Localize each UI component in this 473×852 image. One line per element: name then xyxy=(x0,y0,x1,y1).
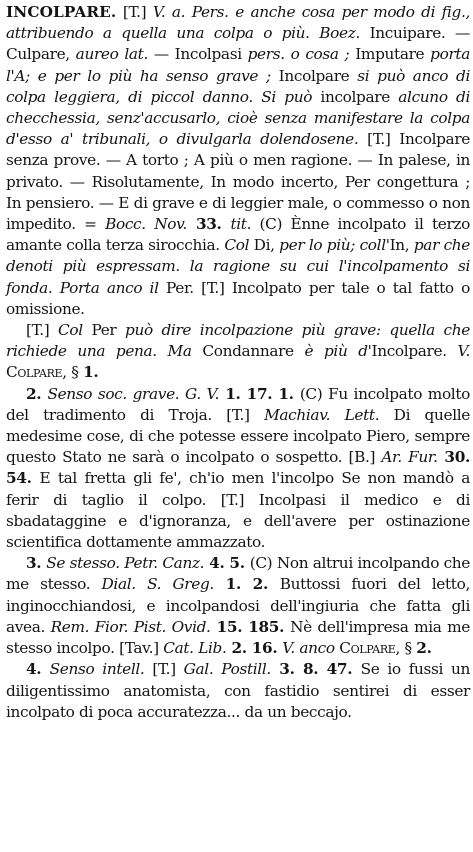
text-run: [T.] xyxy=(116,3,153,21)
text-run: alcuno di checchessia, senz'accusarlo, cioè senza manifestare la colpa d'esso a' tribunali, o divulgarla dolendosene. xyxy=(6,87,470,149)
text-run: Gal. Postill. xyxy=(183,660,271,679)
text-run: Per xyxy=(82,321,126,340)
text-run: In, xyxy=(389,236,414,255)
text-run: Se io fussi un diligentissimo anatomista, con fastidio sentirei di esser incolpato di poca accuratezza... da un beccajo. xyxy=(6,660,470,721)
text-run: Imputare xyxy=(349,45,431,64)
text-run: (C) Ènne incolpato il terzo amante colla terza sirocchia. xyxy=(6,215,471,255)
text-run: Incolpare. xyxy=(371,342,458,361)
text-run: [T.] xyxy=(26,321,59,340)
text-run: per lo più; coll' xyxy=(279,236,390,255)
text-run: (C) Non altrui incolpando che me stesso. xyxy=(6,554,471,594)
text-run: E tal fretta gli fe', ch'io men l'incolpo Se non mandò a ferir di taglio il colpo. [T.] Incolpasi il medico e di sbadataggine e d'ignoranza, e dell'avere per ostinazione scientifica dottamente ammazzato. xyxy=(6,469,470,552)
text-run: Col xyxy=(224,236,250,255)
text-run: [T.] Incolpare senza prove. — A torto ; A più o men ragione. — In palese, in privato. — Risolutamente, In modo incerto, Per congettura ; In pensiero. — E di grave e di leggier male, o commesso o non impedito. = xyxy=(6,130,470,234)
text-run: Rem. Fior. Pist. Ovid. xyxy=(50,617,211,636)
text-run: 2. xyxy=(416,639,432,658)
text-run: Nè dell'impresa mia me stesso incolpo. [Tav.] xyxy=(6,617,470,658)
text-run: 33. xyxy=(187,215,231,234)
text-run: V. a. Pers. e anche cosa per modo di fig., attribuendo a quella una colpa o più. Boez. xyxy=(6,3,470,43)
text-run: Se stesso. Petr. Canz. xyxy=(46,554,205,573)
text-run: V. anco xyxy=(282,639,335,658)
text-run: Bocc. Nov. xyxy=(105,215,188,234)
text-run: Col xyxy=(58,321,83,340)
text-run: tit. xyxy=(230,215,252,234)
text-run: Senso soc. grave. G. V. xyxy=(47,384,220,403)
text-run: Buttossi fuori del letto, inginocchiandosi, e incolpandosi dell'ingiuria che fatta gli avea. xyxy=(6,575,470,636)
entry-main-definition xyxy=(6,2,470,320)
text-run: — Incolpasi xyxy=(147,45,248,64)
text-run: Di quelle medesime cose, di che potesse essere incolpato Piero, sempre questo Stato ne sarà o incolpato o sospetto. [B.] xyxy=(6,405,470,467)
text-run: par che denoti più espressam. la ragione su cui l'incolpamento si fonda. Porta anco il xyxy=(6,236,470,297)
text-run: aureo lat. xyxy=(75,45,148,64)
text-run: porta l'A; e per lo più ha senso grave ; xyxy=(6,45,470,85)
entry-sense-3 xyxy=(6,553,470,659)
text-run: 3. xyxy=(26,554,47,573)
text-run: Machiav. Lett. xyxy=(264,405,380,424)
text-run: Senso intell. xyxy=(49,660,145,679)
entry-sense-4 xyxy=(6,659,470,723)
text-run: 4. xyxy=(26,660,50,679)
text-run: Incuipare. — Culpare, xyxy=(6,24,470,64)
text-run: Di, xyxy=(249,236,280,255)
text-run: Condannare xyxy=(191,342,305,361)
entry-note-col-per xyxy=(6,320,470,384)
text-run: Cat. Lib. xyxy=(163,639,227,658)
text-run: 15. 185. xyxy=(210,617,291,636)
text-run: 30. 54. xyxy=(6,448,470,488)
entry-main-definition-text xyxy=(6,3,470,318)
headword: INCOLPARE. xyxy=(6,3,117,21)
text-run: Per. [T.] Incolpato per tale o tal fatto o omissione. xyxy=(6,278,470,318)
text-run: 2. 16. xyxy=(226,639,283,658)
entry-sense-2 xyxy=(6,384,470,554)
text-run: 1. xyxy=(83,363,99,382)
text-run: (C) Fu incolpato molto del tradimento di Troja. [T.] xyxy=(6,384,471,424)
text-run: V. xyxy=(457,342,470,361)
text-run: 1. 17. 1. xyxy=(219,384,300,403)
text-run: 4. 5. xyxy=(204,554,250,573)
text-run: Ar. Fur. xyxy=(381,448,438,467)
text-run: Incolpare xyxy=(270,66,358,85)
text-run: Colpare xyxy=(334,639,396,658)
text-run: Dial. S. Greg. xyxy=(101,575,214,594)
text-run: 1. 2. xyxy=(213,575,280,594)
text-run: [T.] xyxy=(144,660,184,679)
text-run: Colpare xyxy=(6,363,63,382)
text-run: è più d' xyxy=(304,342,372,361)
text-run: , § xyxy=(62,363,84,382)
text-run: 3. 8. 47. xyxy=(270,660,361,679)
text-run: pers. o cosa ; xyxy=(247,45,350,64)
text-run: incolpare xyxy=(312,87,399,106)
text-run: , § xyxy=(395,639,417,658)
text-run: si può anco di colpa leggiera, di piccol danno. Si può xyxy=(6,66,470,106)
text-run: può dire incolpazione più grave: quella che richiede una pena. Ma xyxy=(6,321,470,361)
text-run: 2. xyxy=(26,384,48,403)
